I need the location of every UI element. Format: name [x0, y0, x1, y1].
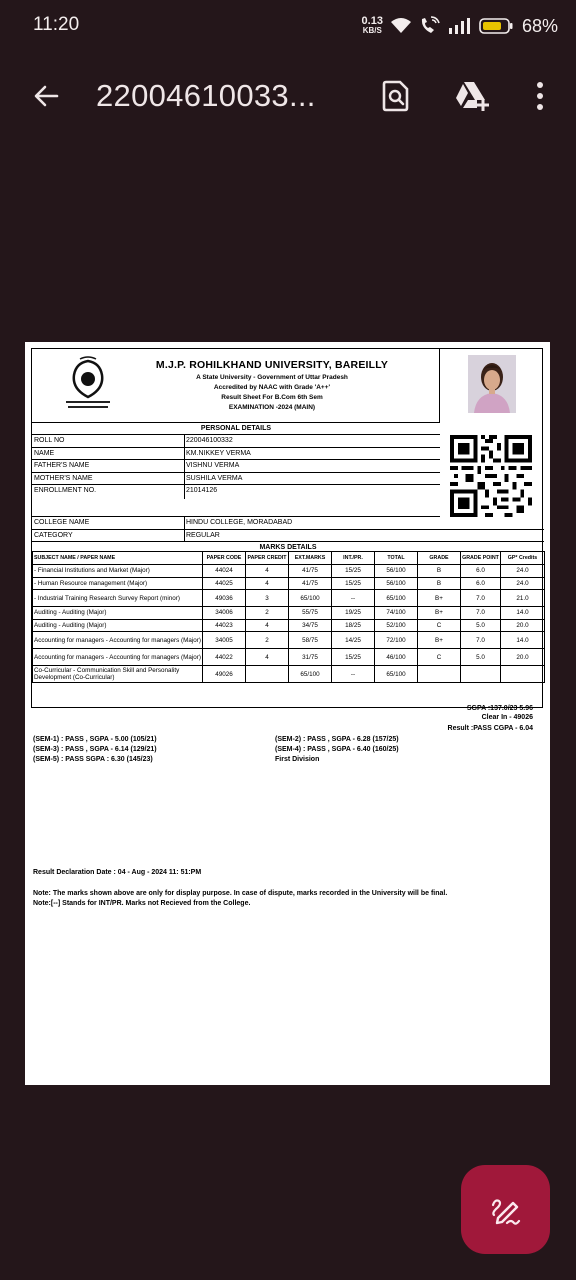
- total-marks: 65/100: [375, 666, 418, 683]
- university-heading: [132, 359, 412, 413]
- total-marks: 56/100: [375, 577, 418, 590]
- grade-point: 6.0: [461, 565, 501, 578]
- gp-credits: 14.0: [501, 632, 545, 649]
- paper-credit: [246, 666, 289, 683]
- int-pr-marks: 19/25: [332, 607, 375, 620]
- mother-name-value: SUSHILA VERMA: [186, 474, 243, 482]
- document-title: 22004610033...: [96, 78, 316, 113]
- subject-name: Accounting for managers - Accounting for managers (Major): [33, 632, 203, 649]
- int-pr-marks: --: [332, 590, 375, 607]
- edit-signature-icon: [489, 1193, 523, 1227]
- col-gp-credits: GP* Credits: [501, 552, 545, 565]
- category-value: REGULAR: [186, 531, 220, 539]
- total-marks: 65/100: [375, 590, 418, 607]
- clear-in: Clear In - 49026: [481, 714, 533, 721]
- paper-code: 49036: [203, 590, 246, 607]
- university-logo-icon: [60, 355, 116, 413]
- paper-code: 44024: [203, 565, 246, 578]
- wifi-icon: [390, 17, 412, 35]
- roll-no-value: 220046100332: [186, 437, 233, 444]
- paper-credit: 3: [246, 590, 289, 607]
- gp-credits: 24.0: [501, 577, 545, 590]
- ext-marks: 41/75: [289, 565, 332, 578]
- total-marks: 52/100: [375, 619, 418, 632]
- network-speed: [362, 16, 383, 36]
- notes: [33, 889, 538, 909]
- grade-point: [461, 666, 501, 683]
- gp-credits: 21.0: [501, 590, 545, 607]
- total-marks: 46/100: [375, 649, 418, 666]
- signal-icon: [448, 17, 472, 35]
- table-row: [33, 666, 545, 683]
- sem-2-result: (SEM-2) : PASS , SGPA - 6.28 (157/25): [275, 736, 399, 743]
- sheet-header: [32, 349, 440, 423]
- paper-credit: 2: [246, 607, 289, 620]
- accreditation: Accredited by NAAC with Grade 'A++': [213, 384, 331, 391]
- col-grade-point: GRADE POINT: [461, 552, 501, 565]
- paper-code: 44022: [203, 649, 246, 666]
- col-paper-credit: PAPER CREDIT: [246, 552, 289, 565]
- university-name: M.J.P. ROHILKHAND UNIVERSITY, BAREILLY: [155, 359, 389, 371]
- int-pr-marks: --: [332, 666, 375, 683]
- sem-5-result: (SEM-5) : PASS SGPA : 6.30 (145/23): [33, 756, 153, 763]
- marks-details-heading: MARKS DETAILS: [259, 544, 317, 551]
- status-icons: [362, 12, 558, 40]
- table-row: [33, 619, 545, 632]
- back-button[interactable]: [28, 78, 64, 114]
- result-cgpa: Result :PASS CGPA - 6.04: [447, 725, 533, 732]
- subject-name: - Human Resource management (Major): [33, 577, 203, 590]
- int-pr-marks: 15/25: [332, 565, 375, 578]
- col-int-pr: INT./PR.: [332, 552, 375, 565]
- subject-name: Auditing - Auditing (Major): [33, 607, 203, 620]
- table-row: [33, 565, 545, 578]
- int-pr-marks: 14/25: [332, 632, 375, 649]
- table-row: [33, 590, 545, 607]
- col-grade: GRADE: [418, 552, 461, 565]
- roll-no-label: ROLL NO: [34, 437, 65, 444]
- paper-code: 44023: [203, 619, 246, 632]
- table-row: [33, 607, 545, 620]
- document-search-icon: [381, 80, 411, 112]
- enrollment-label: ENROLLMENT NO.: [34, 487, 97, 494]
- marks-header-row: [33, 552, 545, 565]
- int-pr-marks: 18/25: [332, 619, 375, 632]
- gp-credits: 20.0: [501, 619, 545, 632]
- total-marks: 56/100: [375, 565, 418, 578]
- father-name-label: FATHER'S NAME: [34, 462, 90, 469]
- battery-icon: [479, 17, 513, 35]
- grade: C: [418, 619, 461, 632]
- mother-name-row: [32, 473, 440, 486]
- more-vert-icon: [536, 81, 544, 111]
- col-subject: SUBJECT NAME / PAPER NAME: [33, 552, 203, 565]
- gp-credits: 20.0: [501, 649, 545, 666]
- grade: B+: [418, 590, 461, 607]
- mother-name-label: MOTHER'S NAME: [34, 474, 93, 482]
- enrollment-value: 21014126: [186, 487, 218, 494]
- paper-credit: 2: [246, 632, 289, 649]
- result-sheet-title: Result Sheet For B.Com 6th Sem: [221, 394, 323, 401]
- wifi-calling-icon: [419, 16, 441, 36]
- ext-marks: 65/100: [289, 666, 332, 683]
- ext-marks: 41/75: [289, 577, 332, 590]
- paper-code: 49026: [203, 666, 246, 683]
- university-subtitle: A State University - Government of Uttar Pradesh: [196, 374, 348, 381]
- int-pr-marks: 15/25: [332, 577, 375, 590]
- grade: B: [418, 577, 461, 590]
- sem-4-result: (SEM-4) : PASS , SGPA - 6.40 (160/25): [275, 746, 399, 753]
- roll-no-row: [32, 435, 440, 448]
- total-marks: 72/100: [375, 632, 418, 649]
- paper-code: 44025: [203, 577, 246, 590]
- name-value: KM.NIKKEY VERMA: [186, 449, 251, 457]
- subject-name: Auditing - Auditing (Major): [33, 619, 203, 632]
- grade: B: [418, 565, 461, 578]
- int-pr-marks: 15/25: [332, 649, 375, 666]
- grade-point: 5.0: [461, 619, 501, 632]
- grade: C: [418, 649, 461, 666]
- name-row: [32, 448, 440, 461]
- subject-name: - Industrial Training Research Survey Report (minor): [33, 590, 203, 607]
- battery-percent: 68%: [521, 15, 558, 36]
- status-bar: [0, 0, 576, 52]
- father-name-row: [32, 460, 440, 473]
- ext-marks: 31/75: [289, 649, 332, 666]
- paper-credit: 4: [246, 649, 289, 666]
- division: First Division: [275, 756, 320, 763]
- sem-3-result: (SEM-3) : PASS , SGPA - 6.14 (129/21): [33, 746, 157, 753]
- note-int-pr: Note:[--] Stands for INT/PR. Marks not Recieved from the College.: [33, 900, 251, 907]
- ext-marks: 58/75: [289, 632, 332, 649]
- paper-code: 34006: [203, 607, 246, 620]
- personal-details-heading: PERSONAL DETAILS: [32, 423, 440, 435]
- college-row: [32, 517, 544, 530]
- college-label: COLLEGE NAME: [34, 519, 90, 526]
- college-value: HINDU COLLEGE, MORADABAD: [186, 519, 293, 526]
- ext-marks: 55/75: [289, 607, 332, 620]
- col-paper-code: PAPER CODE: [203, 552, 246, 565]
- result-declaration-date: Result Declaration Date : 04 - Aug - 2024 11: 51:PM: [33, 869, 202, 876]
- sgpa: SGPA :137.0/23 5.96: [466, 705, 533, 712]
- network-speed-value: 0.13: [361, 15, 383, 27]
- add-to-drive-button[interactable]: [452, 76, 492, 116]
- name-label: NAME: [34, 449, 55, 457]
- category-label: CATEGORY: [34, 531, 73, 539]
- father-name-value: VISHNU VERMA: [186, 462, 240, 469]
- more-options-button[interactable]: [520, 76, 560, 116]
- col-total: TOTAL: [375, 552, 418, 565]
- marks-table: [32, 551, 545, 683]
- grade: B+: [418, 607, 461, 620]
- qr-code: [450, 435, 532, 517]
- find-in-document-button[interactable]: [376, 76, 416, 116]
- grade-point: 7.0: [461, 632, 501, 649]
- sem-1-result: (SEM-1) : PASS , SGPA - 5.00 (105/21): [33, 736, 157, 743]
- note-display-purpose: Note: The marks shown above are only for display purpose. In case of dispute, marks recorded in the University will be final.: [33, 890, 448, 897]
- examination: EXAMINATION -2024 (MAIN): [228, 404, 316, 411]
- app-bar: [0, 60, 576, 132]
- grade: [418, 666, 461, 683]
- edit-signature-fab[interactable]: [461, 1165, 550, 1254]
- add-to-drive-icon: [453, 80, 491, 112]
- enrollment-row: [32, 485, 440, 517]
- paper-credit: 4: [246, 619, 289, 632]
- pdf-page[interactable]: [25, 342, 550, 1085]
- table-row: [33, 649, 545, 666]
- result-sheet: [31, 348, 543, 708]
- subject-name: - Financial Institutions and Market (Major): [33, 565, 203, 578]
- table-row: [33, 632, 545, 649]
- grade-point: 7.0: [461, 590, 501, 607]
- gp-credits: 14.0: [501, 607, 545, 620]
- gp-credits: 24.0: [501, 565, 545, 578]
- marks-body: [33, 565, 545, 683]
- ext-marks: 34/75: [289, 619, 332, 632]
- table-row: [33, 577, 545, 590]
- grade-point: 5.0: [461, 649, 501, 666]
- total-marks: 74/100: [375, 607, 418, 620]
- grade-point: 6.0: [461, 577, 501, 590]
- subject-name: Co-Curricular - Communication Skill and Personality Development (Co-Curricular): [33, 666, 203, 683]
- category-row: [32, 530, 544, 543]
- status-time: 11:20: [33, 14, 80, 35]
- student-photo: [468, 355, 516, 413]
- col-ext-marks: EXT.MARKS: [289, 552, 332, 565]
- paper-code: 34005: [203, 632, 246, 649]
- network-speed-unit: KB/S: [362, 26, 382, 35]
- grade-point: 7.0: [461, 607, 501, 620]
- subject-name: Accounting for managers - Accounting for managers (Major): [33, 649, 203, 666]
- paper-credit: 4: [246, 565, 289, 578]
- ext-marks: 65/100: [289, 590, 332, 607]
- back-arrow-icon: [32, 82, 60, 110]
- gp-credits: [501, 666, 545, 683]
- paper-credit: 4: [246, 577, 289, 590]
- grade: B+: [418, 632, 461, 649]
